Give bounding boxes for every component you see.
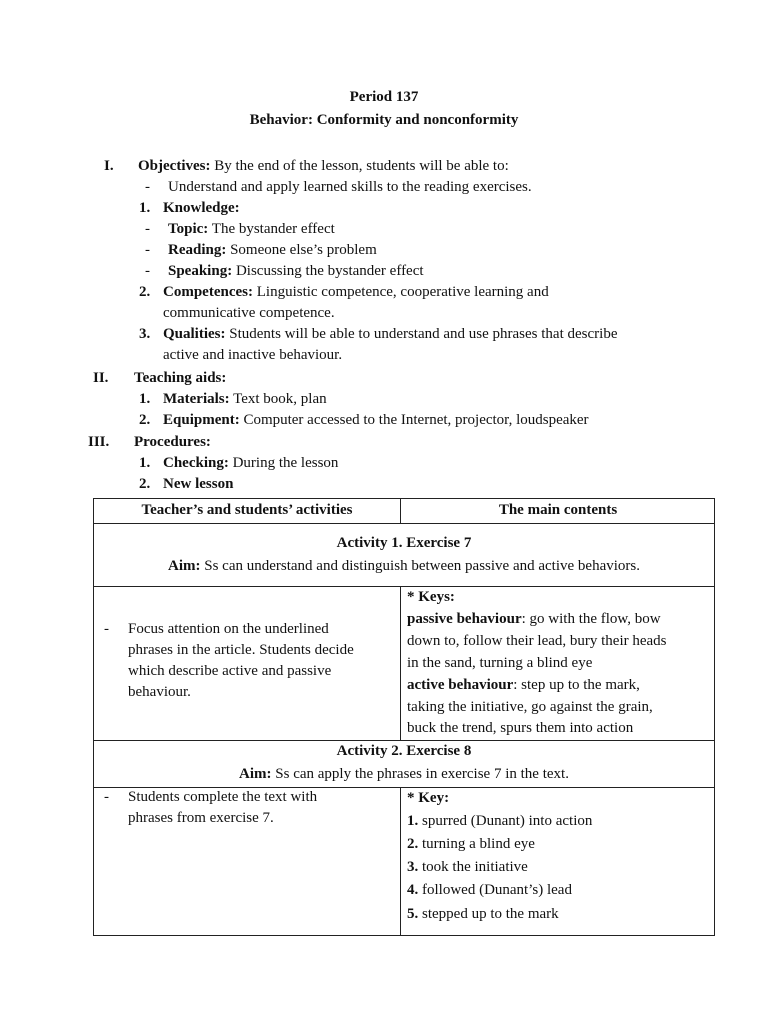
activity-1-dash: -: [104, 621, 109, 637]
table-rule: [94, 523, 714, 524]
column-divider: [400, 586, 401, 740]
passive-behaviour-line: down to, follow their lead, bury their heads: [407, 633, 667, 649]
activity-1-instruction-line: which describe active and passive: [128, 663, 332, 679]
section-1-numeral: I.: [104, 158, 114, 174]
materials-num: 1.: [139, 391, 151, 407]
checking-line: Checking: During the lesson: [163, 455, 339, 471]
competences-line-1: Competences: Linguistic competence, cooperative learning and: [163, 284, 549, 300]
activity-1-title: Activity 1. Exercise 7: [336, 535, 472, 551]
knowledge-num: 1.: [139, 200, 151, 216]
active-behaviour-line: taking the initiative, go against the grain,: [407, 699, 653, 715]
qualities-line-1: Qualities: Students will be able to understand and use phrases that describe: [163, 326, 618, 342]
activity-2-instruction-line: phrases from exercise 7.: [128, 810, 274, 826]
activity-2-instruction-line: Students complete the text with: [128, 789, 318, 805]
activity-1-instruction-line: Focus attention on the underlined: [128, 621, 329, 637]
knowledge-speaking: Speaking: Discussing the bystander effect: [168, 263, 424, 279]
objective-bullet: Understand and apply learned skills to the reading exercises.: [168, 179, 532, 195]
column-header-activities: Teacher’s and students’ activities: [141, 502, 353, 518]
activity-1-instruction-line: behaviour.: [128, 684, 191, 700]
answer-item: 3. took the initiative: [407, 859, 528, 875]
section-2-numeral: II.: [93, 370, 109, 386]
bullet-dash: -: [145, 263, 150, 279]
answer-item: 5. stepped up to the mark: [407, 906, 559, 922]
qualities-num: 3.: [139, 326, 151, 342]
checking-num: 1.: [139, 455, 151, 471]
activities-table: [93, 498, 715, 936]
activity-2-aim: Aim: Ss can apply the phrases in exercise 7 in the text.: [239, 766, 569, 782]
table-rule: [94, 586, 714, 587]
passive-behaviour-line: in the sand, turning a blind eye: [407, 655, 593, 671]
objectives-line: Objectives: By the end of the lesson, students will be able to:: [138, 158, 509, 174]
section-3-numeral: III.: [88, 434, 110, 450]
active-behaviour-line: buck the trend, spurs them into action: [407, 720, 634, 736]
competences-num: 2.: [139, 284, 151, 300]
passive-behaviour-line: passive behaviour: go with the flow, bow: [407, 611, 661, 627]
equipment-line: Equipment: Computer accessed to the Internet, projector, loudspeaker: [163, 412, 589, 428]
lesson-title: Behavior: Conformity and nonconformity: [249, 112, 519, 128]
competences-line-2: communicative competence.: [163, 305, 335, 321]
qualities-line-2: active and inactive behaviour.: [163, 347, 343, 363]
bullet-dash: -: [145, 221, 150, 237]
bullet-dash: -: [145, 179, 150, 195]
teaching-aids-heading: Teaching aids:: [134, 370, 227, 386]
equipment-num: 2.: [139, 412, 151, 428]
answer-item: 2. turning a blind eye: [407, 836, 535, 852]
new-lesson-num: 2.: [139, 476, 151, 492]
bullet-dash: -: [145, 242, 150, 258]
activity-2-title: Activity 2. Exercise 8: [336, 743, 472, 759]
answer-item: 4. followed (Dunant’s) lead: [407, 882, 572, 898]
knowledge-topic: Topic: The bystander effect: [168, 221, 335, 237]
knowledge-reading: Reading: Someone else’s problem: [168, 242, 377, 258]
period-heading: Period 137: [349, 89, 419, 105]
activity-1-keys-label: * Keys:: [407, 589, 455, 605]
activity-1-aim: Aim: Ss can understand and distinguish between passive and active behaviors.: [168, 558, 640, 574]
column-divider: [400, 787, 401, 936]
activity-2-key-label: * Key:: [407, 790, 450, 806]
materials-line: Materials: Text book, plan: [163, 391, 327, 407]
activity-1-instruction-line: phrases in the article. Students decide: [128, 642, 354, 658]
answer-item: 1. spurred (Dunant) into action: [407, 813, 593, 829]
active-behaviour-line: active behaviour: step up to the mark,: [407, 677, 640, 693]
column-header-contents: The main contents: [498, 502, 618, 518]
knowledge-heading: Knowledge:: [163, 200, 240, 216]
new-lesson-line: New lesson: [163, 476, 234, 492]
procedures-heading: Procedures:: [134, 434, 211, 450]
activity-2-dash: -: [104, 789, 109, 805]
